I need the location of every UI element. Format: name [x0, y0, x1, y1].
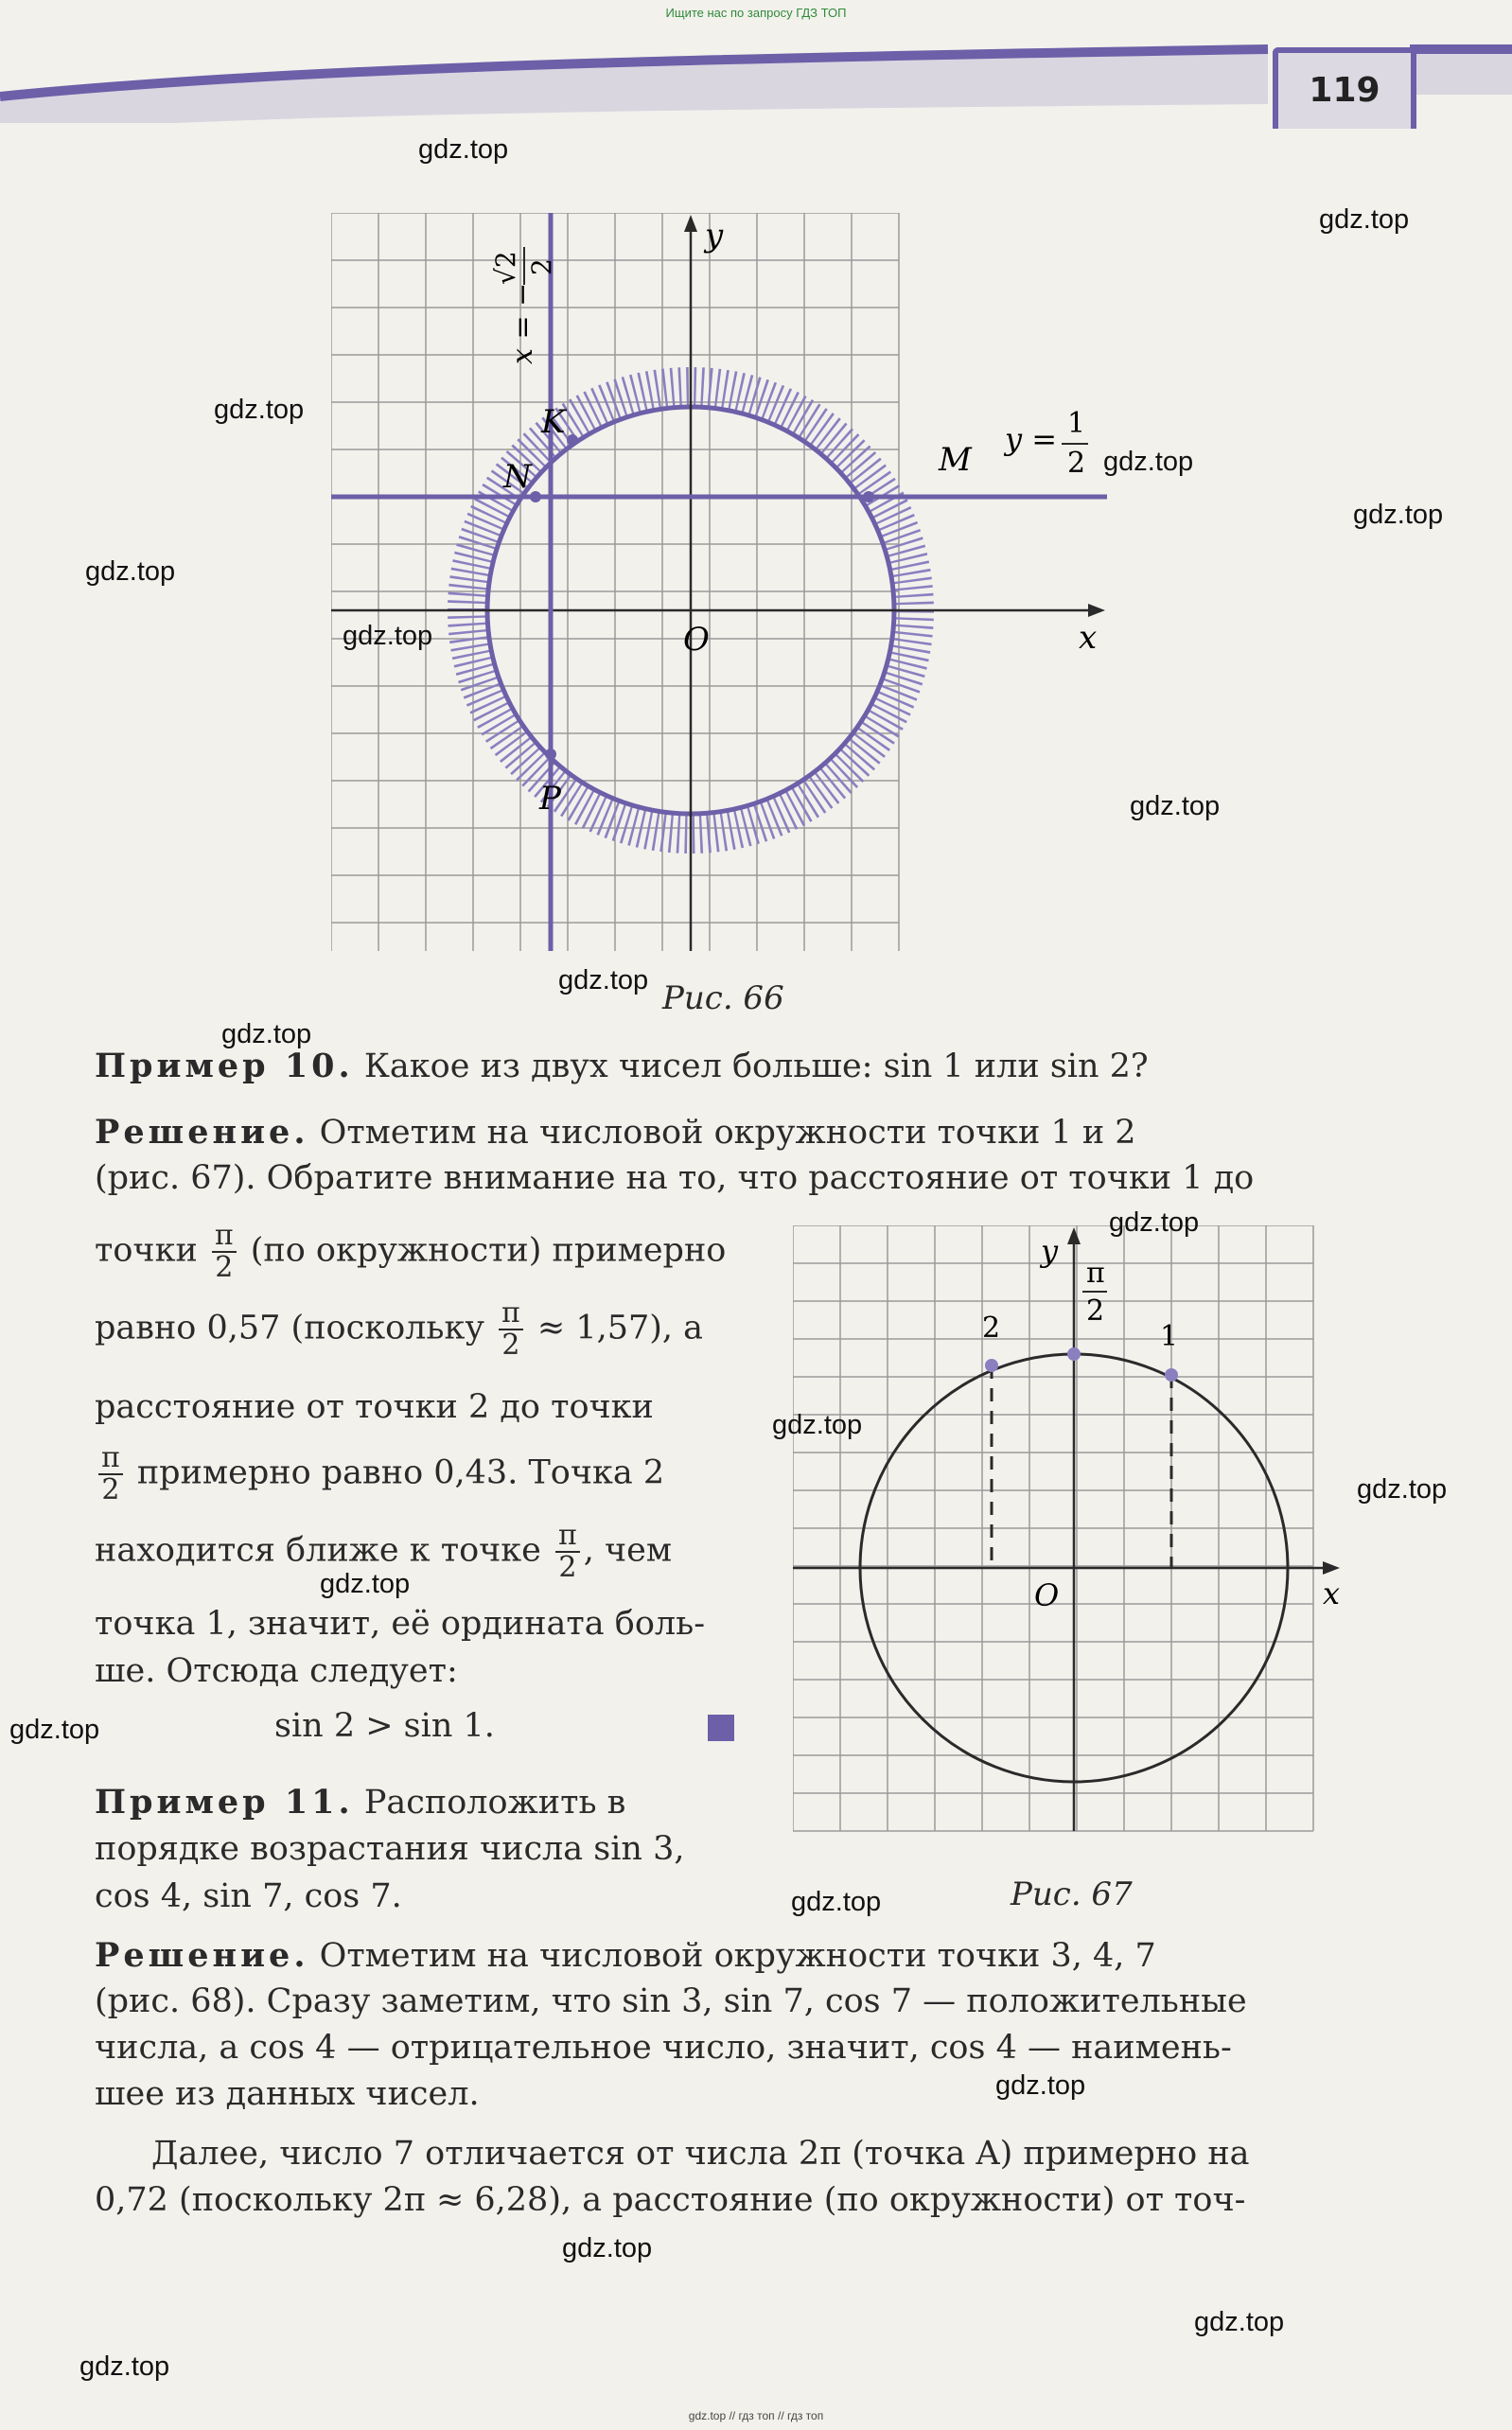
- example-10-label: Пример 10.: [95, 1047, 354, 1085]
- fraction-num: π: [98, 1443, 123, 1475]
- watermark: gdz.top: [1109, 1207, 1200, 1238]
- solution-2-label: Решение.: [95, 1936, 309, 1975]
- watermark: gdz.top: [1194, 2307, 1285, 2337]
- fig66-grid: [331, 213, 899, 951]
- watermark: gdz.top: [558, 965, 649, 995]
- solution-1-line8: точка 1, значит, её ордината боль-: [95, 1605, 706, 1643]
- fig66-line-y-den: 2: [1067, 447, 1086, 480]
- fig66-line-x-num: √2: [490, 251, 521, 285]
- watermark: gdz.top: [221, 1019, 312, 1049]
- solution-2-line4: шее из данных чисел.: [95, 2075, 480, 2113]
- solution-1-d: (по окружности) примерно: [239, 1231, 727, 1270]
- fig66-label-y: y: [705, 217, 724, 255]
- solution-1-line4: [95, 1298, 757, 1361]
- solution-1-i: находится ближе к точке: [95, 1531, 553, 1570]
- watermark: gdz.top: [9, 1715, 100, 1745]
- fraction-pi-over-2: [98, 1443, 123, 1506]
- example-11-line1: [95, 1779, 757, 1826]
- figure-66: [331, 213, 1107, 970]
- fig66-point-n: [530, 491, 541, 502]
- watermark: gdz.top: [79, 2351, 170, 2382]
- fig67-label-y: y: [1041, 1233, 1059, 1269]
- watermark: gdz.top: [1319, 204, 1410, 235]
- solution-3-line1: Далее, число 7 отличается от числа 2π (точка A) примерно на: [151, 2135, 1250, 2173]
- fig67-label-1: 1: [1160, 1320, 1179, 1353]
- solution-1-line7: [95, 1521, 757, 1583]
- watermark: gdz.top: [214, 395, 305, 425]
- top-note: Ищите нас по запросу ГДЗ ТОП: [665, 6, 847, 20]
- fig67-label-origin: O: [1034, 1577, 1060, 1613]
- figure-66-caption: Рис. 66: [662, 979, 784, 1017]
- fig66-line-y-text: y =: [1005, 421, 1058, 457]
- solution-2-line2: (рис. 68). Сразу заметим, что sin 3, sin 7, cos 7 — положительные: [95, 1982, 1247, 2020]
- example-11-label: Пример 11.: [95, 1783, 354, 1822]
- fig66-line-y-num: 1: [1067, 407, 1086, 440]
- example-11-a: Расположить в: [353, 1784, 626, 1822]
- fraction-num: π: [212, 1221, 237, 1253]
- figure-67: [793, 1225, 1361, 1869]
- watermark: gdz.top: [995, 2070, 1086, 2101]
- watermark: gdz.top: [772, 1410, 863, 1440]
- fig67-point-2: [985, 1359, 998, 1372]
- fraction-pi-over-2: [499, 1298, 523, 1361]
- fraction-den: 2: [215, 1251, 234, 1284]
- fig67-point-pi2: [1067, 1347, 1081, 1361]
- fig67-grid: [793, 1225, 1313, 1831]
- page-number: 119: [1273, 47, 1416, 129]
- watermark: gdz.top: [791, 1887, 882, 1917]
- solution-1-line6: [95, 1443, 757, 1506]
- solution-1-line2: (рис. 67). Обратите внимание на то, что расстояние от точки 1 до: [95, 1159, 1255, 1197]
- fraction-den: 2: [558, 1551, 577, 1584]
- watermark: gdz.top: [85, 556, 176, 587]
- solution-1-e: равно 0,57 (поскольку: [95, 1309, 496, 1347]
- solution-2-a: Отметим на числовой окружности точки 3, 4, 7: [308, 1937, 1156, 1975]
- fraction-den: 2: [501, 1329, 520, 1362]
- fig66-label-m: M: [939, 441, 972, 479]
- watermark: gdz.top: [562, 2233, 653, 2263]
- fig66-label-p: P: [539, 780, 561, 818]
- conclusion: sin 2 > sin 1.: [274, 1707, 495, 1745]
- fig67-label-pi-num: π: [1086, 1257, 1105, 1290]
- solution-1-j: , чем: [583, 1531, 673, 1570]
- solution-3-line2: 0,72 (поскольку 2π ≈ 6,28), а расстояние (по окружности) от точ-: [95, 2181, 1246, 2219]
- fig66-point-k: [567, 434, 578, 446]
- solution-1-a: Отметим на числовой окружности точки 1 и 2: [308, 1114, 1136, 1152]
- solution-2-line3: числа, а cos 4 — отрицательное число, значит, cos 4 — наимень-: [95, 2029, 1232, 2067]
- fig66-line-x-text: x = −: [506, 282, 539, 364]
- fig66-label-origin: O: [683, 621, 710, 659]
- fig66-label-x: x: [1079, 619, 1098, 657]
- fig67-point-1: [1165, 1368, 1178, 1382]
- fig66-point-m: [863, 491, 874, 502]
- watermark: gdz.top: [1130, 791, 1221, 821]
- watermark: gdz.top: [1103, 447, 1194, 477]
- fraction-num: π: [555, 1521, 580, 1553]
- fig66-label-k: K: [541, 403, 566, 441]
- solution-1-line3: [95, 1221, 757, 1283]
- fig66-point-p: [545, 748, 556, 760]
- watermark: gdz.top: [1357, 1474, 1448, 1505]
- solution-1-line9: ше. Отсюда следует:: [95, 1652, 458, 1690]
- fig67-label-2: 2: [982, 1312, 1001, 1345]
- fig66-label-n: N: [503, 458, 532, 496]
- watermark: gdz.top: [343, 621, 433, 651]
- solution-1-line5: расстояние от точки 2 до точки: [95, 1388, 654, 1426]
- example-10-question: Какое из двух чисел больше: sin 1 или sin 2?: [353, 1048, 1149, 1085]
- fig67-label-x: x: [1323, 1576, 1341, 1611]
- fraction-num: π: [499, 1298, 523, 1330]
- solution-1-c: точки: [95, 1231, 208, 1270]
- solution-1-f: ≈ 1,57), а: [526, 1309, 704, 1347]
- fig67-label-pi-den: 2: [1086, 1294, 1105, 1328]
- fraction-pi-over-2: [555, 1521, 580, 1583]
- solution-2-line1: [95, 1932, 1353, 1980]
- fraction-den: 2: [101, 1473, 120, 1506]
- example-11-line2: порядке возрастания числа sin 3,: [95, 1830, 685, 1868]
- bottom-note: gdz.top // гдз топ // гдз топ: [688, 2409, 824, 2422]
- figure-67-caption: Рис. 67: [1011, 1875, 1133, 1913]
- watermark: gdz.top: [418, 134, 509, 165]
- fraction-pi-over-2: [212, 1221, 237, 1283]
- example-11-line3: cos 4, sin 7, cos 7.: [95, 1877, 402, 1915]
- fig66-line-x-den: 2: [526, 258, 557, 275]
- solution-1-h: примерно равно 0,43. Точка 2: [126, 1453, 665, 1492]
- watermark: gdz.top: [320, 1569, 411, 1599]
- watermark: gdz.top: [1353, 500, 1444, 530]
- solution-1-label: Решение.: [95, 1113, 309, 1152]
- end-of-solution-mark: [708, 1715, 734, 1741]
- solution-1-line1: [95, 1109, 1353, 1156]
